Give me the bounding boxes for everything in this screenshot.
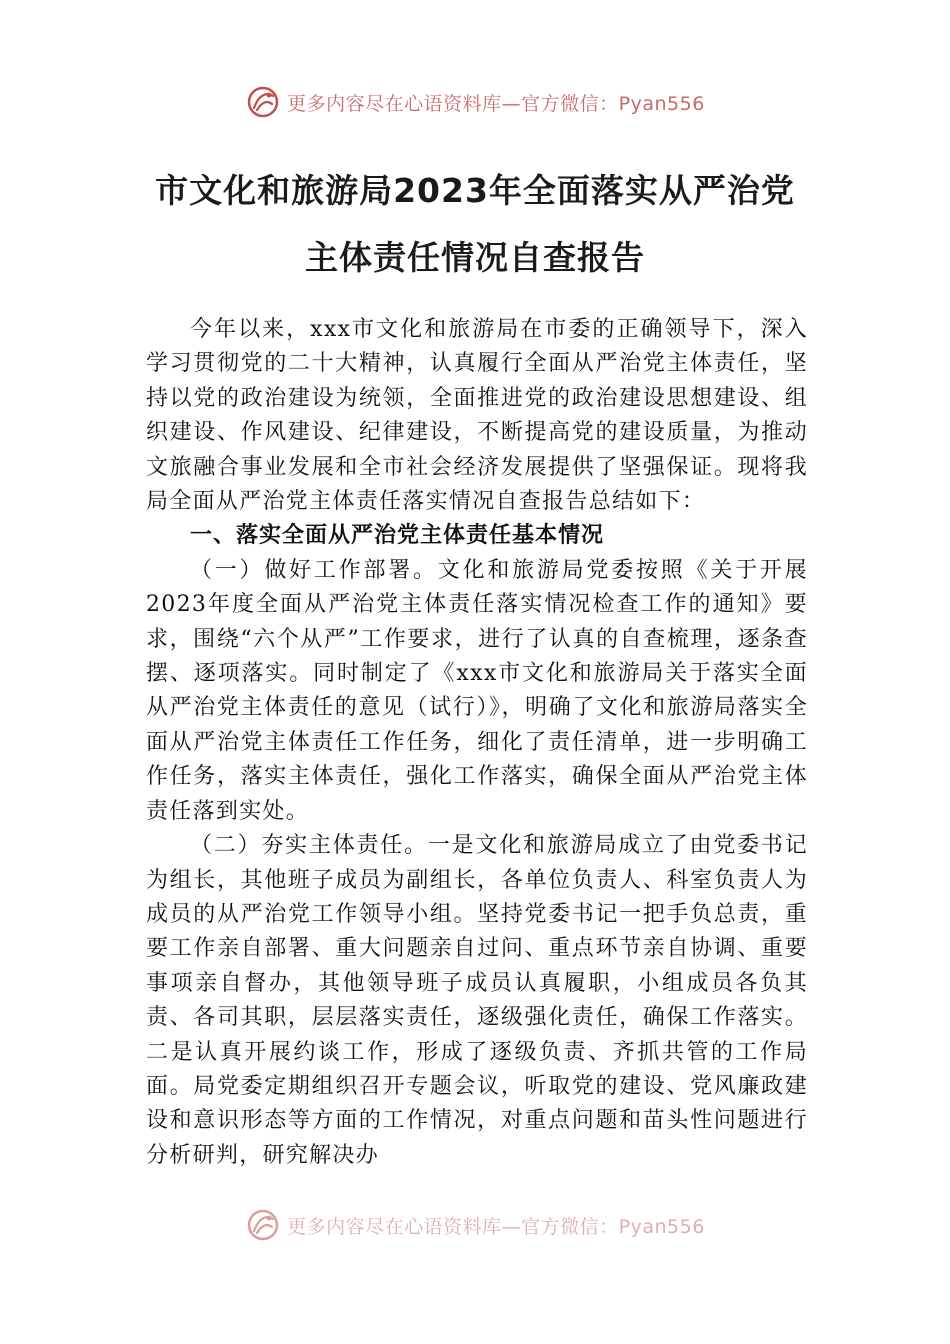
watermark-text: 更多内容尽在心语资料库—官方微信：Pyan556 xyxy=(287,92,705,115)
watermark-footer xyxy=(0,1205,950,1245)
red-seal-logo-icon xyxy=(245,1207,281,1243)
document-body xyxy=(146,313,808,1173)
section-heading: 一、落实全面从严治党主体责任基本情况 xyxy=(190,523,605,549)
document-title-line1: 市文化和旅游局2023年全面落实从严治党 xyxy=(155,171,795,210)
document-title-line2: 主体责任情况自查报告 xyxy=(305,238,645,277)
watermark-text: 更多内容尽在心语资料库—官方微信：Pyan556 xyxy=(287,1215,705,1238)
paragraph-work-deployment: （一）做好工作部署。文化和旅游局党委按照《关于开展2023年度全面从严治党主体责任落实情况检查工作的通知》要求，围绕“六个从严”工作要求，进行了认真的自查梳理，逐条查摆、逐项落实。同时制定了《xxx市文化和旅游局关于落实全面从严治党主体责任的意见（试行）》，明确了文化和旅游局落实全面从严治党主体责任工作任务，细化了责任清单，进一步明确工作任务，落实主体责任，强化工作落实，确保全面从严治党主体责任落到实处。 xyxy=(146,557,808,824)
intro-paragraph: 今年以来，xxx市文化和旅游局在市委的正确领导下，深入学习贯彻党的二十大精神，认真履行全面从严治党主体责任，坚持以党的政治建设为统领，全面推进党的政治建设思想建设、组织建设、作风建设、纪律建设，不断提高党的建设质量，为推动文旅融合事业发展和全市社会经济发展提供了坚强保证。现将我局全面从严治党主体责任落实情况自查报告总结如下： xyxy=(146,317,808,515)
paragraph-main-responsibility: （二）夯实主体责任。一是文化和旅游局成立了由党委书记为组长，其他班子成员为副组长，各单位负责人、科室负责人为成员的从严治党工作领导小组。坚持党委书记一把手负总责，重要工作亲自部署、重大问题亲自过问、重点环节亲自协调、重要事项亲自督办，其他领导班子成员认真履职，小组成员各负其责、各司其职，层层落实责任，逐级强化责任，确保工作落实。二是认真开展约谈工作，形成了逐级负责、齐抓共管的工作局面。局党委定期组织召开专题会议，听取党的建设、党风廉政建设和意识形态等方面的工作情况，对重点问题和苗头性问题进行分析研判，研究解决办 xyxy=(146,833,808,1168)
